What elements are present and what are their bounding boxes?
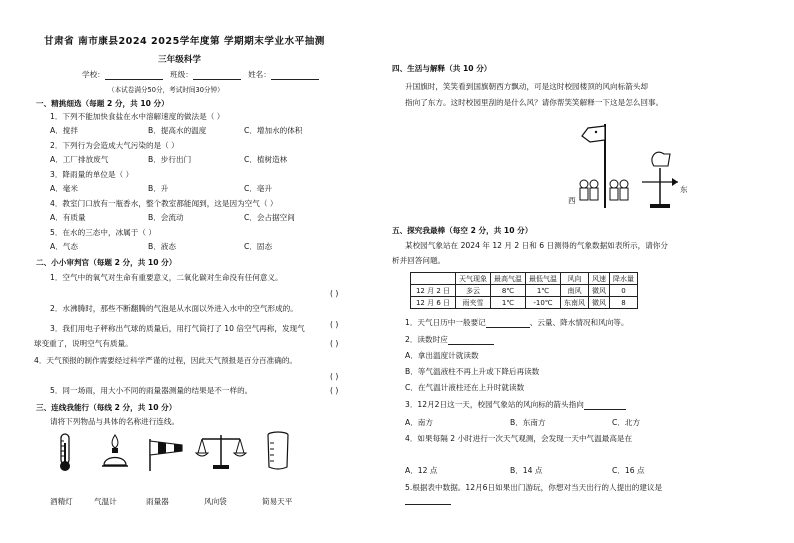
table-cell: 1℃: [491, 297, 526, 309]
option[interactable]: B．升: [148, 184, 169, 193]
table-header: 降水量: [610, 273, 638, 285]
option[interactable]: B．液态: [148, 242, 176, 251]
table-row: [411, 297, 638, 309]
table-cell: -10℃: [526, 297, 561, 309]
exam-subject: 三年级科学: [158, 55, 201, 65]
table-header: 天气现象: [456, 273, 491, 285]
table-header: [411, 273, 456, 285]
option[interactable]: A．搅拌: [50, 126, 78, 135]
answer-paren[interactable]: ( ): [330, 339, 339, 348]
judge-line: 2．水沸腾时，那些不断翻腾的气泡是从水面以外进入水中的空气形成的。: [50, 304, 298, 313]
table-cell: 0: [610, 285, 638, 297]
option[interactable]: B．东南方: [510, 418, 546, 427]
q2-text: 2．读数时应: [405, 335, 448, 344]
device-label[interactable]: 酒精灯: [50, 497, 73, 506]
option[interactable]: A．毫米: [50, 184, 78, 193]
option[interactable]: B．会流动: [148, 213, 184, 222]
name-label: 姓名：: [248, 70, 271, 79]
question-stem: 1．下列不能加快食盐在水中溶解速度的做法是（ ）: [50, 112, 225, 121]
direction-west: 西: [568, 196, 576, 205]
q4-text: 4．如果每隔 2 小时进行一次天气观测，会发现一天中气温最高是在: [405, 434, 633, 443]
section3-instruction: 请将下列物品与具体的名称进行连线。: [50, 417, 180, 426]
section4-text: 指向了东方。这时校园里刮的是什么风？请你帮笑笑解释一下这是怎么回事。: [405, 98, 664, 107]
option[interactable]: A．12 点: [405, 466, 438, 475]
rain-gauge-icon[interactable]: [265, 431, 291, 471]
direction-east: 东: [680, 185, 688, 194]
table-cell: 1℃: [526, 285, 561, 297]
thermometer-icon[interactable]: [55, 433, 75, 473]
device-label[interactable]: 气温计: [94, 497, 117, 506]
device-label[interactable]: 简易天平: [262, 497, 293, 506]
name-field[interactable]: [271, 71, 319, 80]
section1-heading: 一、精挑细选（每题 2 分，共 10 分）: [36, 99, 169, 108]
balance-scale-icon[interactable]: [196, 431, 246, 471]
option[interactable]: A．南方: [405, 418, 433, 427]
option[interactable]: C．亳升: [244, 184, 273, 193]
q2-row: [405, 335, 494, 345]
class-label: 班级：: [170, 70, 193, 79]
table-header: 最低气温: [526, 273, 561, 285]
student-info-row: [82, 70, 319, 80]
school-label: 学校：: [82, 70, 105, 79]
question-stem: 2．下列行为会造成大气污染的是（ ）: [50, 141, 179, 150]
q1-answer-blank[interactable]: [486, 319, 530, 328]
option[interactable]: C．固态: [244, 242, 273, 251]
option[interactable]: B．14 点: [510, 466, 543, 475]
question-stem: 4．教室门口放有一瓶香水，整个教室都能闻到，这是因为空气（ ）: [50, 199, 278, 208]
section5-intro: 某校园气象站在 2024 年 12 月 2 日和 6 日测得的气象数据如表所示，请你分: [405, 241, 668, 250]
table-header: 最高气温: [491, 273, 526, 285]
table-header: 风速: [589, 273, 610, 285]
q1-text: 1．天气日历中一般要记: [405, 318, 486, 327]
q3-answer-blank[interactable]: [584, 401, 626, 410]
alcohol-lamp-icon[interactable]: [100, 433, 130, 471]
device-label[interactable]: 风向袋: [204, 497, 227, 506]
section2-heading: 二、小小审判官（每题 2 分，共 10 分）: [36, 258, 177, 267]
section5-intro: 析并回答问题。: [392, 256, 446, 265]
answer-paren[interactable]: ( ): [330, 386, 339, 395]
exam-title: 甘肃省 南市康县2024 2025学年度第 学期期末学业水平抽测: [44, 36, 325, 47]
judge-line: 4．天气预报的制作需要经过科学严谨的过程，因此天气预报是百分百准确的。: [34, 356, 298, 365]
option[interactable]: C．增加水的体积: [244, 126, 303, 135]
table-cell: 多云: [456, 285, 491, 297]
option[interactable]: C．植树造林: [244, 155, 288, 164]
option[interactable]: B．等气温液柱不再上升或下降后再读数: [405, 367, 540, 376]
q3-text: 3．12月2日这一天，校园气象站的风向标的箭头指向: [405, 400, 584, 409]
answer-paren[interactable]: ( ): [330, 372, 339, 381]
table-cell: 8: [610, 297, 638, 309]
table-cell: 微风: [589, 285, 610, 297]
option[interactable]: A．气态: [50, 242, 78, 251]
question-stem: 5．在水的三态中，冰属于（ ）: [50, 228, 156, 237]
windsock-icon[interactable]: [146, 437, 186, 473]
table-cell: 8℃: [491, 285, 526, 297]
exam-note: （本试卷满分50分，考试时间30分钟）: [108, 86, 224, 94]
q3-row: [405, 400, 626, 410]
question-stem: 3．降雨量的单位是（ ）: [50, 170, 134, 179]
judge-line: 3．我们用电子秤称出气球的质量后，用打气筒打了 10 倍空气再称，发现气: [50, 324, 305, 333]
option[interactable]: A．工厂排放废气: [50, 155, 109, 164]
table-header-row: [411, 273, 638, 285]
q5-answer-blank[interactable]: [405, 496, 451, 505]
option[interactable]: C．北方: [612, 418, 641, 427]
school-field[interactable]: [105, 71, 163, 80]
section4-text: 升国旗时，笑笑看到国旗朝西方飘动，可是这时校园楼顶的风向标箭头却: [405, 82, 648, 91]
answer-paren[interactable]: ( ): [330, 289, 339, 298]
table-cell: 南风: [561, 285, 589, 297]
table-cell: 东南风: [561, 297, 589, 309]
option[interactable]: B．步行出门: [148, 155, 192, 164]
table-row: [411, 285, 638, 297]
table-cell: 12 月 2 日: [411, 285, 456, 297]
option[interactable]: B．提高水的温度: [148, 126, 207, 135]
judge-line: 球变重了，说明空气有质量。: [34, 339, 133, 348]
section5-heading: 五、探究我最棒（每空 2 分，共 10 分）: [392, 226, 533, 235]
judge-line: 1．空气中的氧气对生命有重要意义，二氧化碳对生命没有任何意义。: [50, 273, 283, 282]
weather-data-table: [410, 272, 638, 309]
q5-text: 5.根据表中数据。12月6日如果出门游玩，你想对当天出行的人提出的建议是: [405, 483, 663, 492]
table-header: 风向: [561, 273, 589, 285]
option[interactable]: C．在气温计液柱还在上升时就读数: [405, 383, 525, 392]
section4-heading: 四、生活与解释（共 10 分）: [392, 64, 492, 73]
device-label[interactable]: 雨量器: [146, 497, 169, 506]
table-cell: 雨夹雪: [456, 297, 491, 309]
q1-tail: 、云量、降水情况和风向等。: [529, 318, 629, 327]
q2-answer-blank[interactable]: [448, 336, 494, 345]
answer-paren[interactable]: ( ): [330, 320, 339, 329]
table-cell: 微风: [589, 297, 610, 309]
judge-line: 5．同一场雨，用大小不同的雨量器测量的结果是不一样的。: [50, 386, 253, 395]
class-field[interactable]: [193, 71, 241, 80]
option[interactable]: C．会占据空间: [244, 213, 295, 222]
section3-heading: 三、连线我能行（每线 2 分，共 10 分）: [36, 403, 177, 412]
flag-weathervane-illustration: [560, 118, 700, 218]
option[interactable]: C．16 点: [612, 466, 645, 475]
option[interactable]: A．有质量: [50, 213, 86, 222]
option[interactable]: A．拿出温度计就读数: [405, 351, 479, 360]
table-cell: 12 月 6 日: [411, 297, 456, 309]
q1-row: [405, 318, 629, 328]
